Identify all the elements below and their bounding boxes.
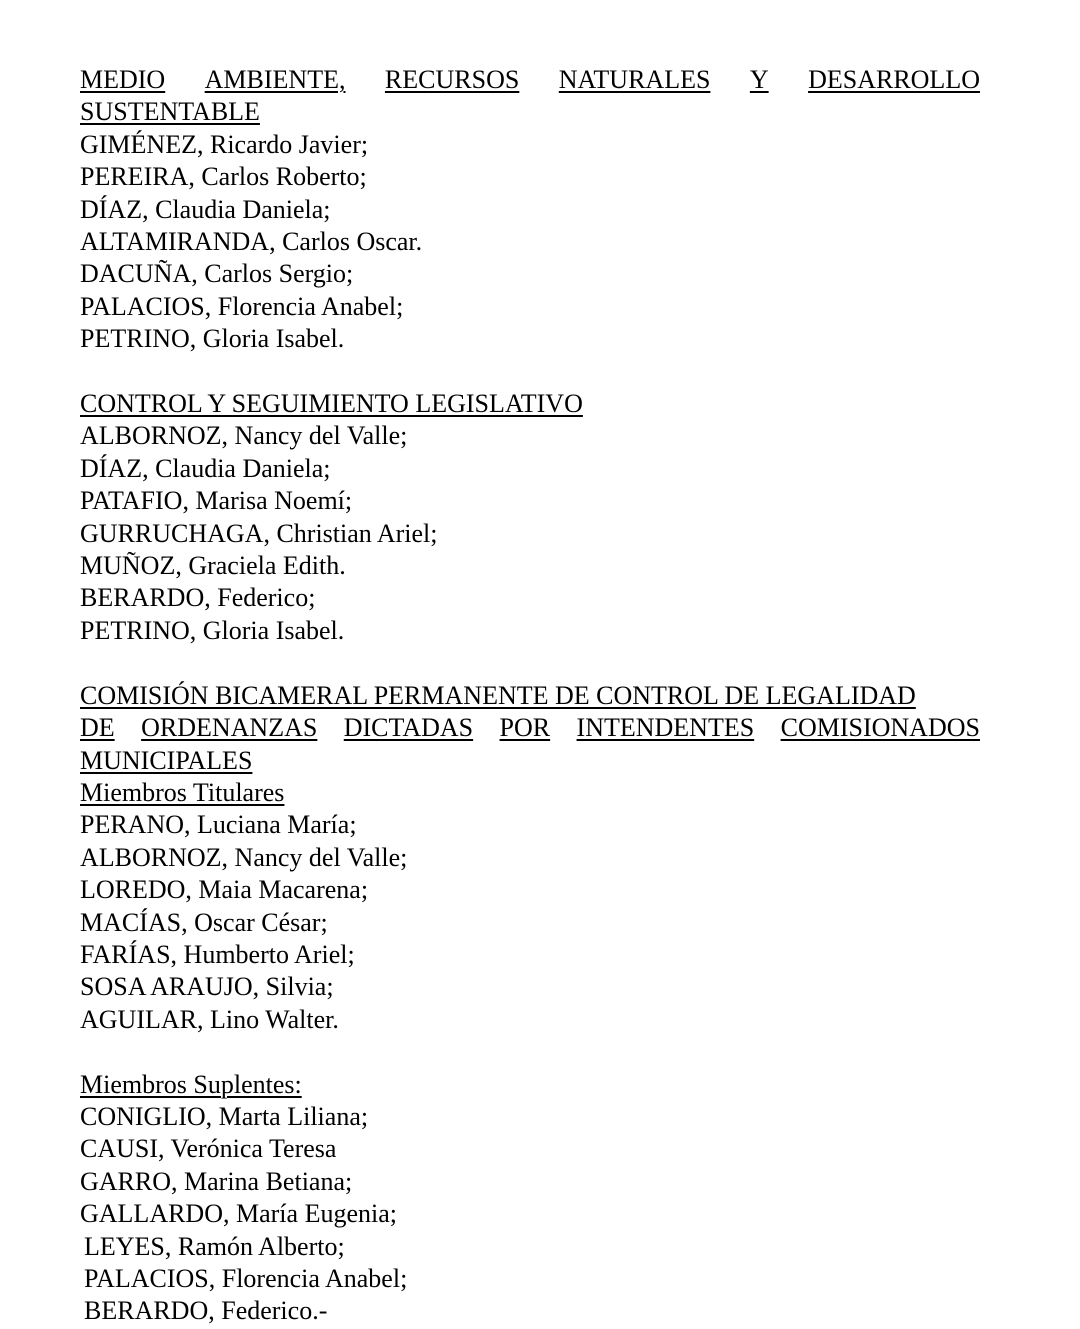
member-entry: PALACIOS, Florencia Anabel; [80, 291, 404, 321]
paragraph-gap [80, 1036, 980, 1068]
section-heading-medio-ambiente-line2: SUSTENTABLE [80, 97, 260, 127]
heading-word: NATURALES [558, 65, 711, 94]
subheading-titulares: Miembros Titulares [80, 777, 285, 807]
member-entry: SOSA ARAUJO, Silvia; [80, 972, 334, 1002]
heading-word: COMISIONADOS [780, 713, 980, 743]
member-entry: LOREDO, Maia Macarena; [80, 875, 369, 905]
section-heading-control: CONTROL Y SEGUIMIENTO LEGISLATIVO [80, 389, 583, 419]
member-entry: AGUILAR, Lino Walter. [80, 1004, 339, 1034]
document-page [80, 64, 980, 1328]
member-entry: PERANO, Luciana María; [80, 810, 357, 840]
heading-word: ORDENANZAS [141, 713, 318, 743]
section-heading-bicameral-line3: MUNICIPALES [80, 745, 253, 775]
heading-word: Y [749, 65, 769, 94]
member-entry: ALBORNOZ, Nancy del Valle; [80, 842, 408, 872]
heading-word: AMBIENTE, [204, 65, 346, 94]
member-entry: GARRO, Marina Betiana; [80, 1166, 353, 1196]
member-entry: DÍAZ, Claudia Daniela; [80, 194, 331, 224]
paragraph-gap [80, 647, 980, 679]
member-entry: FARÍAS, Humberto Ariel; [80, 939, 355, 969]
heading-word: DICTADAS [343, 713, 474, 743]
heading-word: DESARROLLO [808, 65, 980, 94]
member-entry: GIMÉNEZ, Ricardo Javier; [80, 129, 369, 159]
heading-word: POR [499, 713, 551, 743]
heading-word: INTENDENTES [576, 713, 755, 743]
member-entry: PATAFIO, Marisa Noemí; [80, 486, 353, 516]
section-heading-bicameral-line1: COMISIÓN BICAMERAL PERMANENTE DE CONTROL DE LEGALIDAD [80, 680, 916, 710]
member-entry: GALLARDO, María Eugenia; [80, 1199, 397, 1229]
heading-word: DE [80, 713, 115, 743]
member-entry: CAUSI, Verónica Teresa [80, 1134, 337, 1164]
heading-word: MEDIO [80, 65, 166, 94]
member-entry: PALACIOS, Florencia Anabel; [84, 1263, 408, 1293]
member-entry: MACÍAS, Oscar César; [80, 907, 328, 937]
member-entry: PETRINO, Gloria Isabel. [80, 324, 345, 354]
subheading-suplentes: Miembros Suplentes: [80, 1069, 302, 1099]
paragraph-gap [80, 356, 980, 388]
member-entry: DÍAZ, Claudia Daniela; [80, 453, 331, 483]
section-heading-medio-ambiente-line1 [80, 64, 980, 96]
member-entry: DACUÑA, Carlos Sergio; [80, 259, 354, 289]
member-entry: ALBORNOZ, Nancy del Valle; [80, 421, 408, 451]
member-entry: MUÑOZ, Graciela Edith. [80, 551, 346, 581]
member-entry: ALTAMIRANDA, Carlos Oscar. [80, 227, 423, 257]
member-entry: CONIGLIO, Marta Liliana; [80, 1101, 369, 1131]
member-entry: LEYES, Ramón Alberto; [84, 1231, 345, 1261]
member-entry: BERARDO, Federico.- [84, 1296, 328, 1326]
member-entry: PEREIRA, Carlos Roberto; [80, 162, 367, 192]
section-heading-bicameral-line2 [80, 712, 980, 744]
heading-word: RECURSOS [384, 65, 520, 94]
member-entry: BERARDO, Federico; [80, 583, 316, 613]
member-entry: PETRINO, Gloria Isabel. [80, 615, 345, 645]
member-entry: GURRUCHAGA, Christian Ariel; [80, 518, 438, 548]
